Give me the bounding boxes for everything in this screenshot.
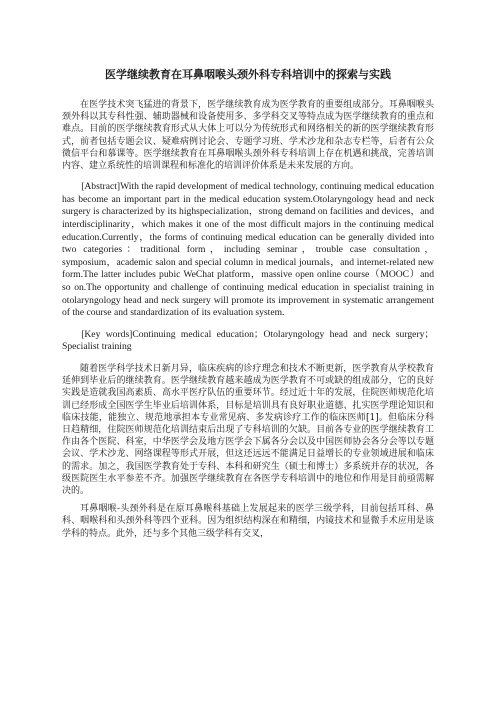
- abstract-chinese: 在医学技术突飞猛进的背景下，医学继续教育成为医学教育的重要组成部分。耳鼻咽喉头颈外科以其专科性强、辅助器械和设备使用多、多学科交叉等特点成为医学继续教育的重点和难点。目前的医学继续教育形式从大体上可以分为传统形式和网络相关的新的医学继续教育形式，前者包括专题会议、疑难病例讨论会、专题学习班、学术沙龙和杂志专栏等，后者有公众微信平台和慕课等。医学继续教育在耳鼻咽喉头颈外科专科培训上存在机遇和挑战，完善培训内容、建立系统性的培训课程和标准化的培训评价体系是未来发展的方向。: [62, 100, 434, 172]
- abstract-english: [Abstract]With the rapid development of medical technology, continuing medical education has become an important part in the medical education system.Otolaryngology head and neck surgery is characterized by its highspecialization，strong demand on facilities and devices，and interdisciplinarity，which makes it one of the most difficult majors in the continuing medical education.Currently，the forms of continuing medical education can be generally divided into two categories：traditional form，including seminar，trouble case consultation，symposium，academic salon and special column in medical journals，and internet-related new form.The latter includes pubic WeChat platform，massive open online course（MOOC）and so on.The opportunity and challenge of continuing medical education in specialist training in otolaryngology head and neck surgery will promote its improvement in systematic arrangement of the course and standardization of its evaluation system.: [62, 181, 434, 319]
- body-paragraph-1: 随着医学科学技术日新月异，临床疾病的诊疗理念和技术不断更新，医学教育从学校教育延伸到毕业后的继续教育。医学继续教育越来越成为医学教育不可或缺的组成部分，它的良好实践是造就我国高素质、高水平医疗队伍的重要环节。经过近十年的发展，住院医师规范化培训已经形成全国医学生毕业后培训体系，目标是培训具有良好职业道德、扎实医学理论知识和临床技能，能独立、规范地承担本专业常见病、多发病诊疗工作的临床医师[1]。但临床分科日趋精细，住院医师规范化培训结束后出现了专科培训的欠缺。目前各专业的医学继续教育工作由各个医院、科室，中华医学会及地方医学会下属各分会以及中国医师协会各分会等以专题会议、学术沙龙、网络课程等形式开展，但这还远远不能满足日益增长的专业领域进展和临床的需求。加之，我国医学教育处于专科、本科和研究生（硕士和博士）多系统并存的状况，各级医院医生水平参差不齐。加强医学继续教育在各医学专科培训中的地位和作用是目前亟需解决的。: [62, 363, 434, 496]
- body-paragraph-2: 耳鼻咽喉-头颈外科是在原耳鼻喉科基础上发展起来的医学三级学科，目前包括耳科、鼻科、咽喉科和头颈外科等四个亚科。因为组织结构深在和精细，内镜技术和显微手术应用是该学科的特点。此外，还与多个其他三级学科有交叉，: [62, 504, 434, 539]
- document-title: 医学继续教育在耳鼻咽喉头颈外科专科培训中的探索与实践: [105, 68, 391, 81]
- keywords-english: [Key words]Continuing medical education；Otolaryngology head and neck surgery；Specialist training: [62, 328, 434, 353]
